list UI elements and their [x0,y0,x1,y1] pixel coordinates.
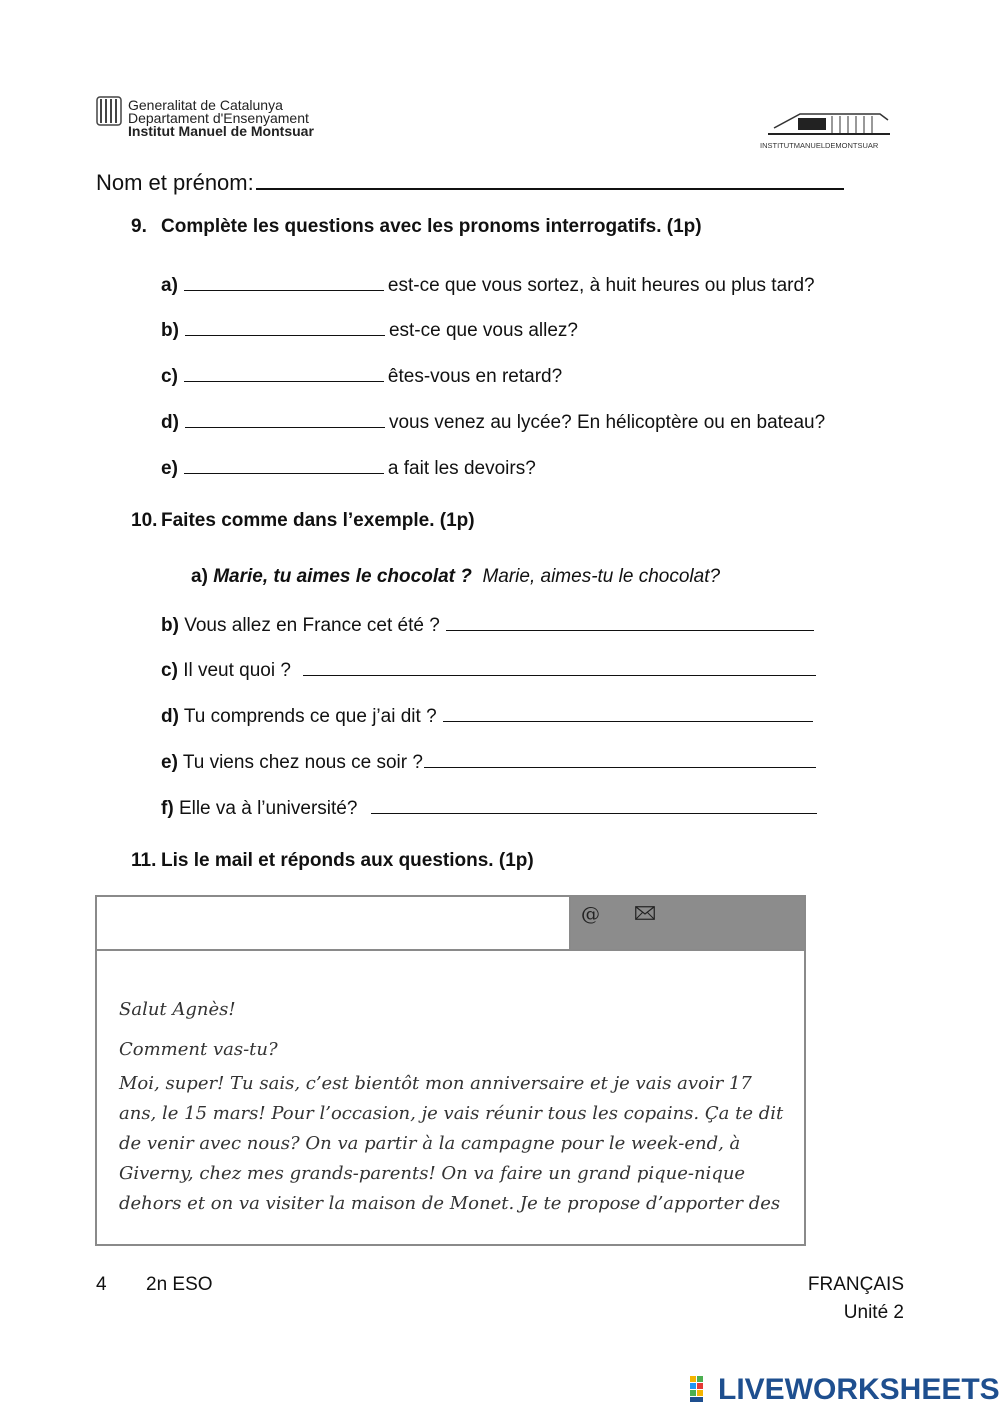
exercise-9-heading [131,216,702,238]
ex10-item-f [161,795,817,820]
subject: FRANÇAIS [807,1274,904,1295]
email-greeting: Salut Agnès! [119,999,236,1020]
item-text: Il veut quoi ? [183,660,291,681]
gencat-line-3: Institut Manuel de Montsuar [128,123,314,139]
item-letter: f) [161,798,174,819]
item-letter: b) [161,615,179,636]
item-letter: a) [161,275,178,296]
exercise-number: 10. [131,510,158,531]
email-box [95,895,806,1246]
generalitat-logo [96,96,122,126]
answer-blank[interactable] [185,317,385,336]
answer-line[interactable] [303,657,816,676]
item-text: Tu comprends ce que j’ai dit ? [183,706,437,727]
answer-blank[interactable] [185,409,385,428]
item-letter: e) [161,458,178,479]
exercise-11-heading [131,850,534,872]
name-field [96,166,844,196]
envelope-icon [635,906,655,920]
ex9-item-b [161,317,578,342]
ex9-item-c [161,363,562,388]
at-icon: @ [581,903,600,925]
item-letter: c) [161,660,178,681]
email-body-line: Moi, super! Tu sais, c’est bientôt mon anniversaire et je vais avoir 17 [119,1073,752,1094]
example-question: Marie, tu aimes le chocolat ? [213,566,472,587]
ex10-item-e [161,749,816,774]
answer-blank[interactable] [184,363,384,382]
course-level: 2n ESO [146,1274,213,1295]
unit: Unité 2 [843,1302,904,1323]
liveworksheets-logo[interactable] [690,1373,1000,1407]
name-blank[interactable] [256,166,844,190]
item-letter: d) [161,412,179,433]
ex9-item-e [161,455,536,480]
item-letter: b) [161,320,179,341]
ex10-example [191,566,720,588]
item-text: a fait les devoirs? [387,458,536,479]
answer-line[interactable] [371,795,817,814]
item-text: Vous allez en France cet été ? [184,615,440,636]
answer-blank[interactable] [184,455,384,474]
answer-line[interactable] [443,703,813,722]
gencat-line-2: Departament d'Ensenyament [128,110,309,126]
ex10-item-d [161,703,813,728]
email-line-2: Comment vas-tu? [119,1039,278,1060]
item-text: Tu viens chez nous ce soir ? [182,752,423,773]
answer-line[interactable] [424,749,816,768]
school-logo-text: INSTITUTMANUELDEMONTSUAR [760,141,879,150]
ex10-item-c [161,657,816,682]
school-logo [760,108,905,154]
example-letter: a) [191,566,208,587]
exercise-title: Complète les questions avec les pronoms interrogatifs. (1p) [161,216,702,237]
answer-line[interactable] [446,612,814,631]
item-text: est-ce que vous sortez, à huit heures ou plus tard? [387,275,815,296]
liveworksheets-text: LIVEWORKSHEETS [718,1373,1000,1406]
email-body-line: dehors et on va visiter la maison de Monet. Je te propose d’apporter des [119,1193,781,1214]
item-letter: c) [161,366,178,387]
email-address-field [97,897,571,951]
answer-blank[interactable] [184,272,384,291]
item-text: êtes-vous en retard? [387,366,563,387]
item-letter: e) [161,752,178,773]
ex9-item-a [161,272,815,297]
item-text: Elle va à l’université? [178,798,358,819]
ex10-item-b [161,612,814,637]
ex9-item-d [161,409,825,434]
item-text: vous venez au lycée? En hélicoptère ou en bateau? [388,412,826,433]
exercise-title: Lis le mail et réponds aux questions. (1p) [161,850,534,871]
liveworksheets-cube-icon [690,1376,716,1402]
page-number: 4 [96,1274,107,1295]
item-letter: d) [161,706,179,727]
email-body-line: Giverny, chez mes grands-parents! On va faire un grand pique-nique [119,1163,746,1184]
email-toolbar [571,897,804,951]
item-text: est-ce que vous allez? [388,320,578,341]
exercise-title: Faites comme dans l’exemple. (1p) [161,510,475,531]
exercise-number: 11. [131,850,157,871]
gencat-line-1: Generalitat de Catalunya [128,97,283,113]
exercise-10-heading [131,510,475,532]
example-answer: Marie, aimes-tu le chocolat? [482,566,721,587]
generalitat-text [128,99,314,138]
name-label: Nom et prénom: [96,170,254,195]
exercise-number: 9. [131,216,147,237]
email-body-line: ans, le 15 mars! Pour l’occasion, je vais réunir tous les copains. Ça te dit [119,1103,784,1124]
email-body-line: de venir avec nous? On va partir à la campagne pour le week-end, à [119,1133,741,1154]
